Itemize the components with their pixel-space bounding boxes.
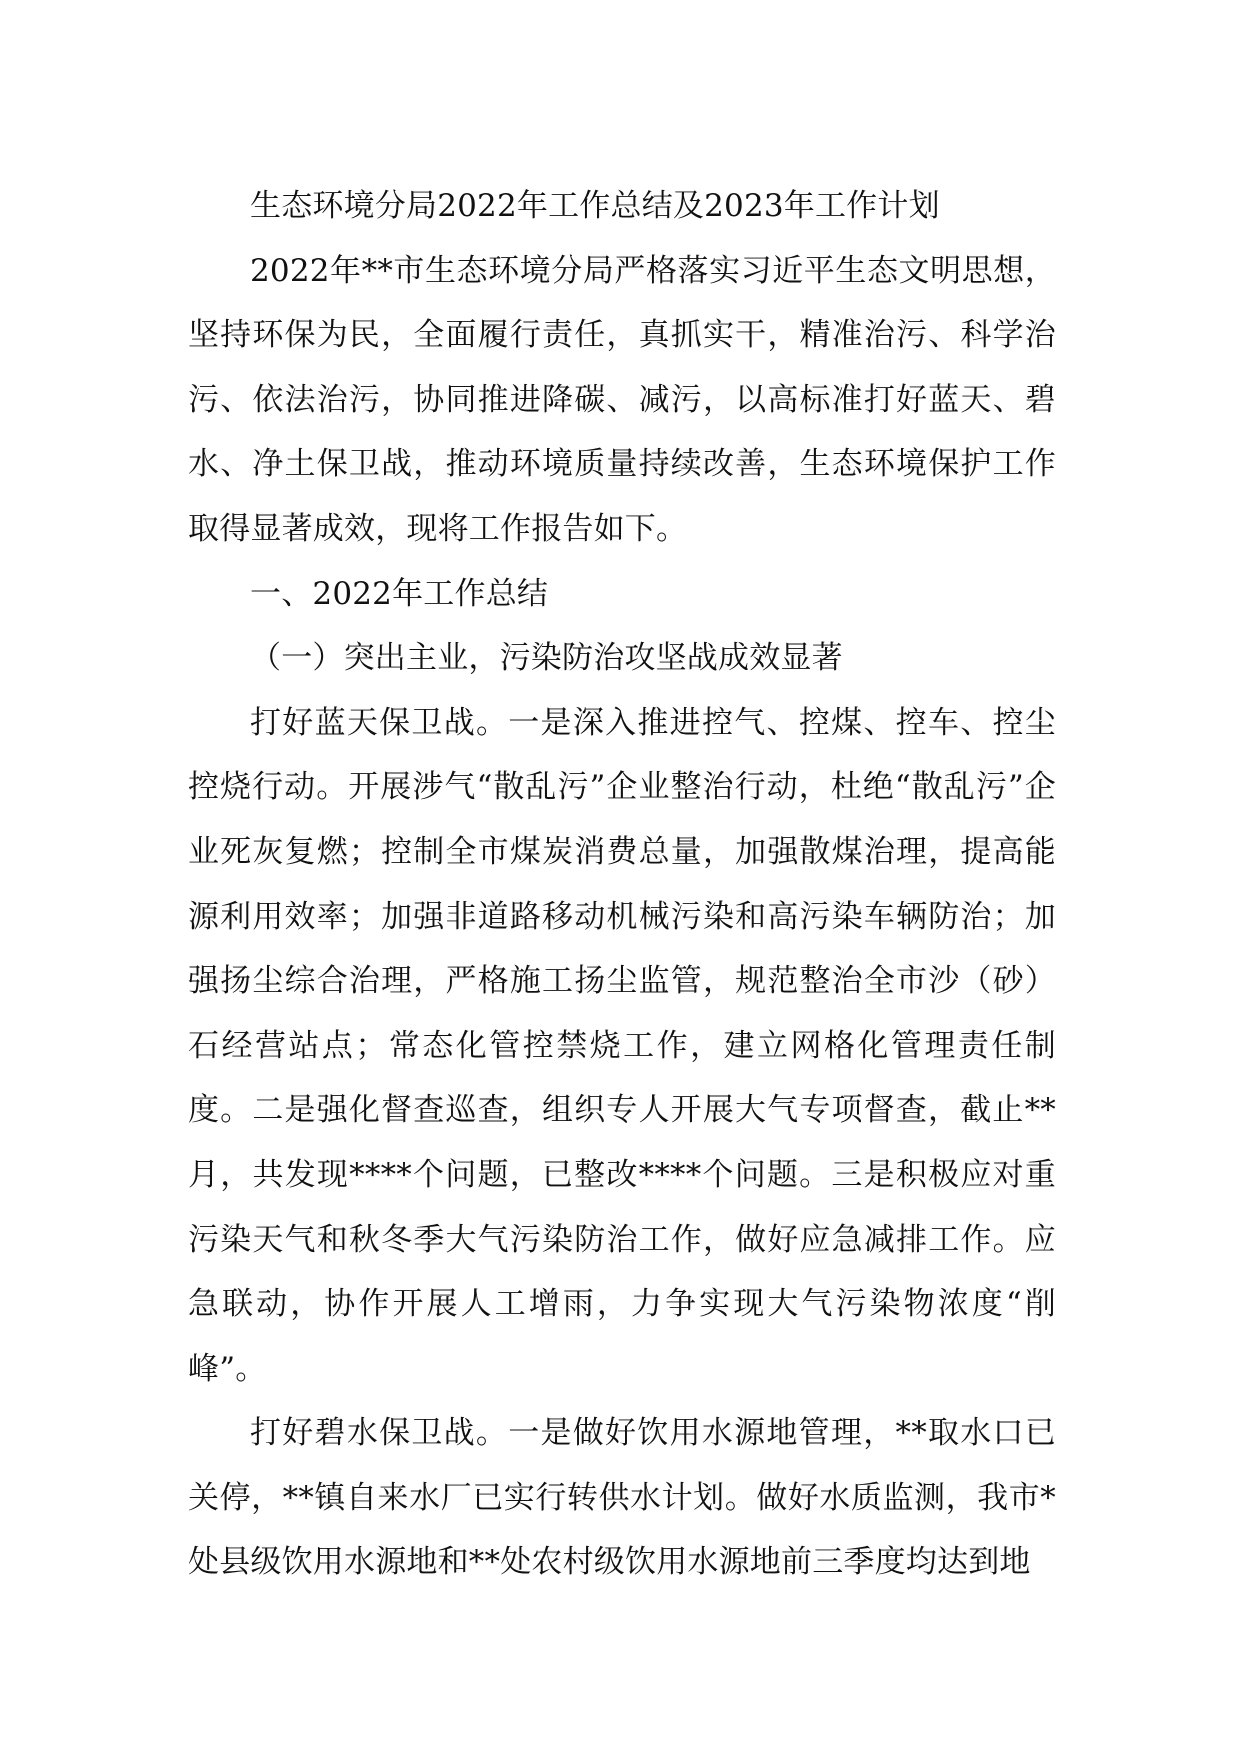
document-body xyxy=(188,174,1056,1595)
section-heading: 一、2022年工作总结 xyxy=(250,575,549,612)
clear-water-paragraph: 打好碧水保卫战。一是做好饮用水源地管理，**取水口已关停，**镇自来水厂已实行转供水计划。做好水质监测，我市*处县级饮用水源地和**处农村级饮用水源地前三季度均达到地 xyxy=(188,1415,1056,1581)
document-title: 生态环境分局2022年工作总结及2023年工作计划 xyxy=(250,188,940,224)
subsection-heading: （一）突出主业，污染防治攻坚战成效显著 xyxy=(250,640,843,677)
intro-paragraph: 2022年**市生态环境分局严格落实习近平生态文明思想，坚持环保为民，全面履行责任，真抓实干，精准治污、科学治污、依法治污，协同推进降碳、减污，以高标准打好蓝天、碧水、净土保卫战，推动环境质量持续改善，生态环境保护工作取得显著成效，现将工作报告如下。 xyxy=(188,252,1056,547)
blue-sky-paragraph: 打好蓝天保卫战。一是深入推进控气、控煤、控车、控尘控烧行动。开展涉气“散乱污”企业整治行动，杜绝“散乱污”企业死灰复燃；控制全市煤炭消费总量，加强散煤治理，提高能源利用效率；加强非道路移动机械污染和高污染车辆防治；加强扬尘综合治理，严格施工扬尘监管，规范整治全市沙（砂）石经营站点；常态化管控禁烧工作，建立网格化管理责任制度。二是强化督查巡查，组织专人开展大气专项督查，截止**月，共发现****个问题，已整改****个问题。三是积极应对重污染天气和秋冬季大气污染防治工作，做好应急减排工作。应急联动，协作开展人工增雨，力争实现大气污染物浓度“削峰”。 xyxy=(188,704,1056,1387)
